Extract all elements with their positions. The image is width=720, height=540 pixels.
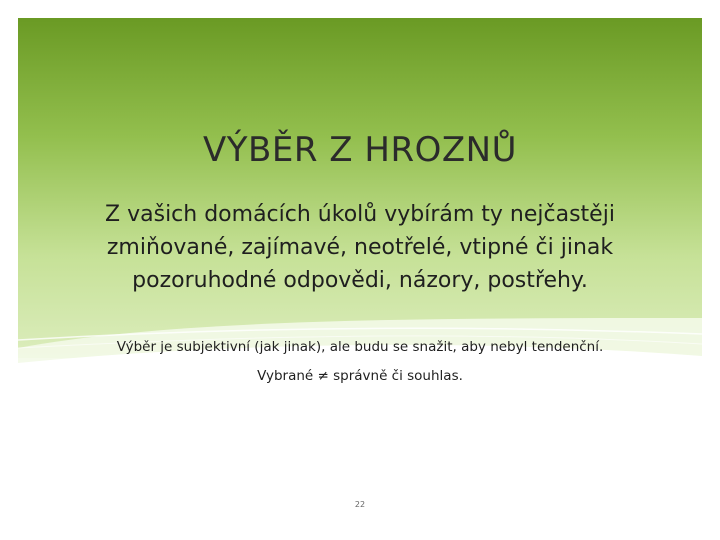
note-line-1: Výběr je subjektivní (jak jinak), ale budu se snažit, aby nebyl tendenční.	[116, 339, 604, 355]
slide-title: VÝBĚR Z HROZNŮ	[203, 130, 517, 170]
green-gradient	[18, 18, 702, 358]
slide-subtitle: Z vašich domácích úkolů vybírám ty nejčastěji zmiňované, zajímavé, neotřelé, vtipné či jinak pozoruhodné odpovědi, názory, postřehy.	[105, 202, 615, 293]
page-number: 22	[354, 500, 366, 509]
note-line-2: Vybrané ≠ správně či souhlas.	[257, 368, 463, 384]
